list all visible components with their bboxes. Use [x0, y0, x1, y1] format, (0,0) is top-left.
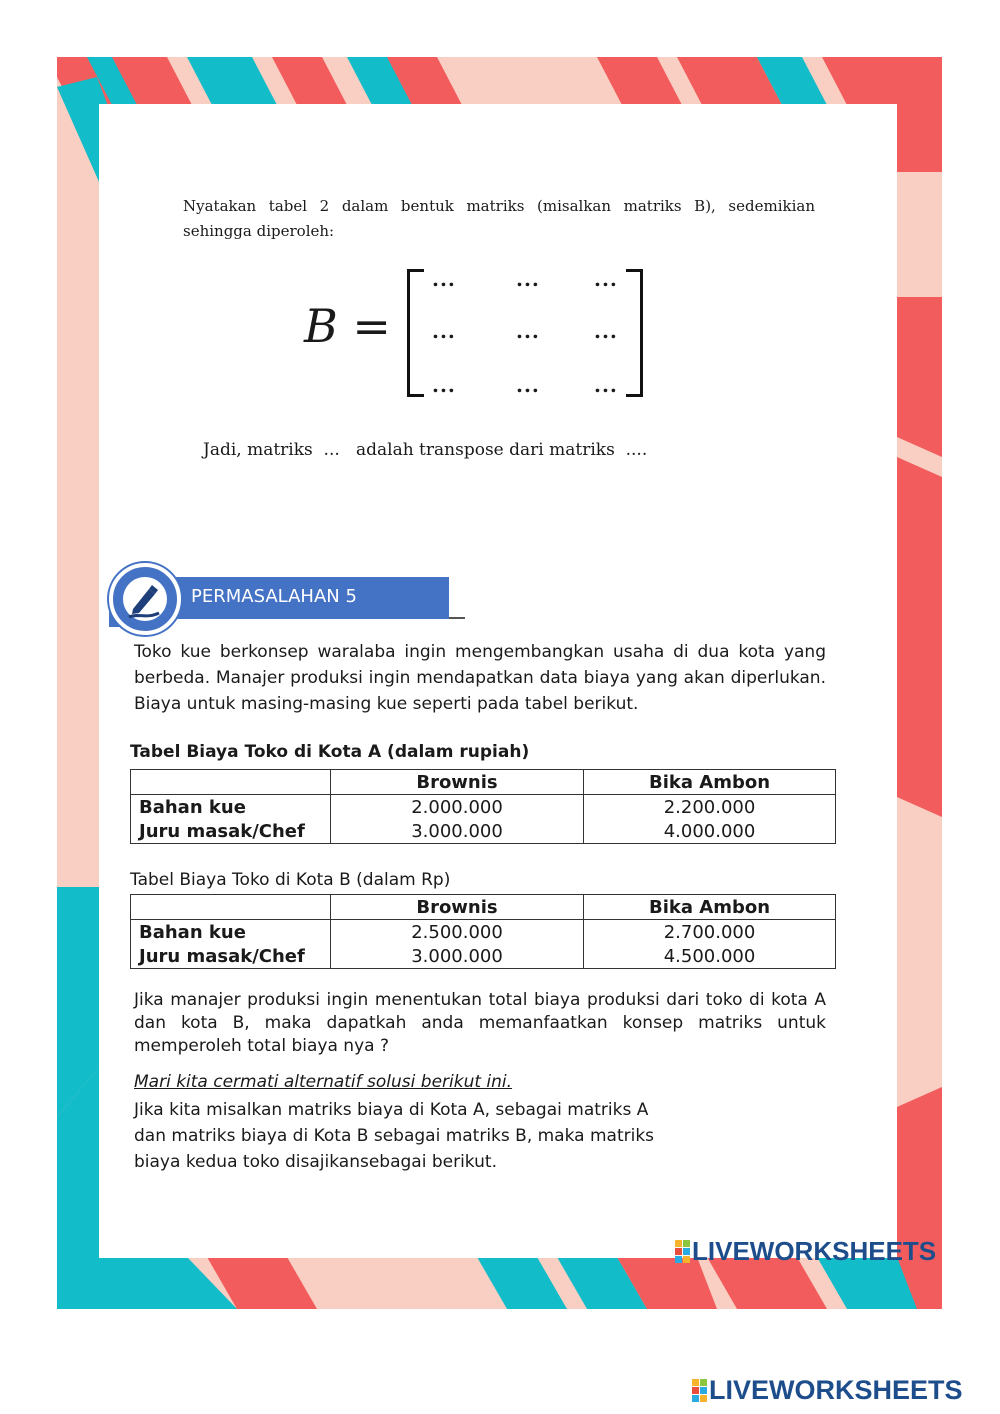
problem-text: Toko kue berkonsep waralaba ingin mengembangkan usaha di dua kota yang berbeda. Manajer produksi ingin mendapatkan data biaya yang akan diperlukan. Biaya untuk masing-masing kue seperti pada tabel berikut. [134, 642, 826, 714]
matrix-cell[interactable]: ... [432, 267, 456, 291]
table-header: Brownis [331, 770, 584, 795]
table-cell: 4.000.000 [584, 819, 836, 844]
question-text: Jika manajer produksi ingin menentukan total biaya produksi dari toko di kota A dan kota B, maka dapatkah anda memanfaatkan konsep matriks untuk memperoleh total biaya nya ? [134, 990, 826, 1056]
page-frame [57, 57, 942, 1309]
pen-writing-icon [109, 563, 181, 635]
banner-title: PERMASALAHAN 5 [191, 586, 357, 607]
table-a [130, 769, 836, 844]
table-cell: 2.000.000 [331, 795, 584, 820]
matrix-equation [304, 267, 654, 397]
table-cell: 2.700.000 [584, 920, 836, 945]
problem-banner [109, 569, 454, 624]
liveworksheets-wordmark: LIVEWORKSHEETS [692, 1236, 937, 1266]
table-row-label: Bahan kue [131, 920, 331, 945]
matrix-cell[interactable]: ... [594, 267, 618, 291]
table-header: Brownis [331, 895, 584, 920]
table-row-label: Juru masak/Chef [131, 944, 331, 969]
table-header [131, 895, 331, 920]
matrix-cell[interactable]: ... [432, 319, 456, 343]
table-row-label: Bahan kue [131, 795, 331, 820]
matrix-right-bracket [626, 269, 643, 397]
matrix-left-bracket [407, 269, 424, 397]
table-header: Bika Ambon [584, 895, 836, 920]
table-cell: 2.500.000 [331, 920, 584, 945]
matrix-label: B = [304, 299, 391, 353]
table-cell: 4.500.000 [584, 944, 836, 969]
banner-underline [449, 617, 465, 619]
matrix-cell[interactable]: ... [432, 373, 456, 397]
table-b-title: Tabel Biaya Toko di Kota B (dalam Rp) [130, 870, 451, 890]
intro-text: Nyatakan tabel 2 dalam bentuk matriks (misalkan matriks B), sedemikian sehingga diperoleh: [183, 197, 815, 240]
table-b [130, 894, 836, 969]
liveworksheets-logo-icon [692, 1379, 707, 1402]
conclusion-text: Jadi, matriks ... adalah transpose dari matriks .... [203, 440, 648, 460]
matrix-cell[interactable]: ... [594, 373, 618, 397]
liveworksheets-logo-icon [675, 1240, 690, 1263]
matrix-cell[interactable]: ... [516, 373, 540, 397]
matrix-cell[interactable]: ... [594, 319, 618, 343]
worksheet-page [99, 104, 937, 1266]
liveworksheets-watermark-inner[interactable] [675, 1236, 936, 1267]
table-header [131, 770, 331, 795]
solution-text: Jika kita misalkan matriks biaya di Kota A, sebagai matriks A dan matriks biaya di Kota B sebagai matriks B, maka matriks biaya kedua toko disajikansebagai berikut. [134, 1100, 655, 1172]
liveworksheets-wordmark: LIVEWORKSHEETS [709, 1375, 963, 1405]
liveworksheets-watermark-footer[interactable] [692, 1375, 963, 1406]
table-cell: 3.000.000 [331, 819, 584, 844]
table-row-label: Juru masak/Chef [131, 819, 331, 844]
table-cell: 3.000.000 [331, 944, 584, 969]
table-a-title: Tabel Biaya Toko di Kota A (dalam rupiah) [130, 742, 530, 762]
matrix-cell[interactable]: ... [516, 319, 540, 343]
table-header: Bika Ambon [584, 770, 836, 795]
matrix-cell[interactable]: ... [516, 267, 540, 291]
solution-heading: Mari kita cermati alternatif solusi berikut ini. [134, 1072, 513, 1092]
table-cell: 2.200.000 [584, 795, 836, 820]
